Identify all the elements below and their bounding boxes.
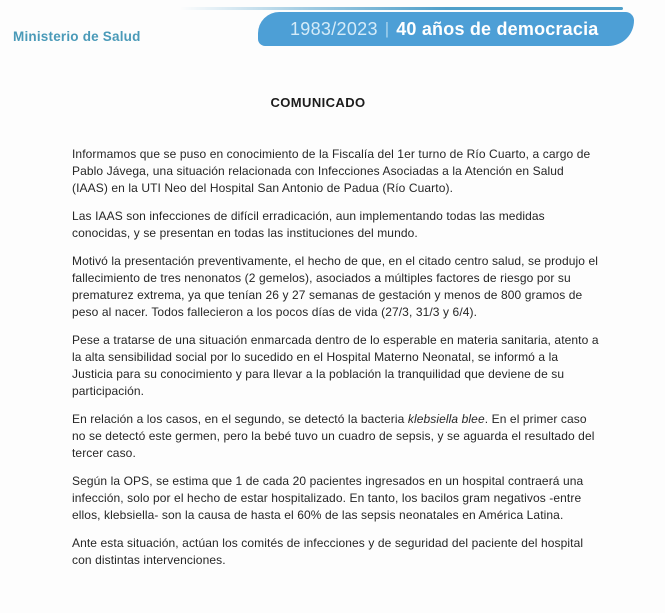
document-paragraph: Informamos que se puso en conocimiento de la Fiscalía del 1er turno de Río Cuarto, a cargo de Pablo Jávega, una situación relacionada con Infecciones Asociadas a la Atención en Salud (IAAS) en la UTI Neo del Hospital San Antonio de Padua (Río Cuarto). — [72, 147, 591, 195]
document-paragraph: Las IAAS son infecciones de difícil erradicación, aun implementando todas las medidas conocidas, y se presentan en todas las instituciones del mundo. — [72, 209, 545, 240]
header-top-line — [180, 7, 623, 10]
document-paragraph: Según la OPS, se estima que 1 de cada 20 pacientes ingresados en un hospital contraerá una infección, solo por el hecho de estar hospitalizado. En tanto, los bacilos gram negativos -entre ellos, klebsiella- son la causa de hasta el 60% de las sepsis neonatales en América Latina. — [72, 474, 584, 522]
document-paragraph: En relación a los casos, en el segundo, se detectó la bacteria klebsiella blee. En el primer caso no se detectó este germen, pero la bebé tuvo un cuadro de sepsis, y se aguarda el resultado del tercer caso. — [72, 412, 595, 460]
banner-divider: | — [384, 19, 390, 38]
document-title: COMUNICADO — [270, 95, 366, 110]
document-paragraph: Pese a tratarse de una situación enmarcada dentro de lo esperable en materia sanitaria, atento a la alta sensibilidad social por lo sucedido en el Hospital Materno Neonatal, se informó a la Justicia para su conocimiento y para llevar a la población la tranquilidad que deviene de su participación. — [72, 333, 599, 398]
democracy-banner — [258, 12, 634, 46]
document-body — [72, 146, 600, 580]
banner-slogan: 40 años de democracia — [396, 18, 599, 39]
document-paragraph: Motivó la presentación preventivamente, el hecho de que, en el citado centro salud, se produjo el fallecimiento de tres nenonatos (2 gemelos), asociados a múltiples factores de riesgo por su prematurez extrema, ya que tenían 26 y 27 semanas de gestación y menos de 800 gramos de peso al nacer. Todos fallecieron a los pocos días de vida (27/3, 31/3 y 6/4). — [72, 254, 599, 319]
ministry-logo-text: Ministerio de Salud — [13, 29, 141, 44]
banner-years: 1983/2023 — [290, 18, 378, 39]
document-paragraph: Ante esta situación, actúan los comités de infecciones y de seguridad del paciente del hospital con distintas intervenciones. — [72, 536, 584, 567]
